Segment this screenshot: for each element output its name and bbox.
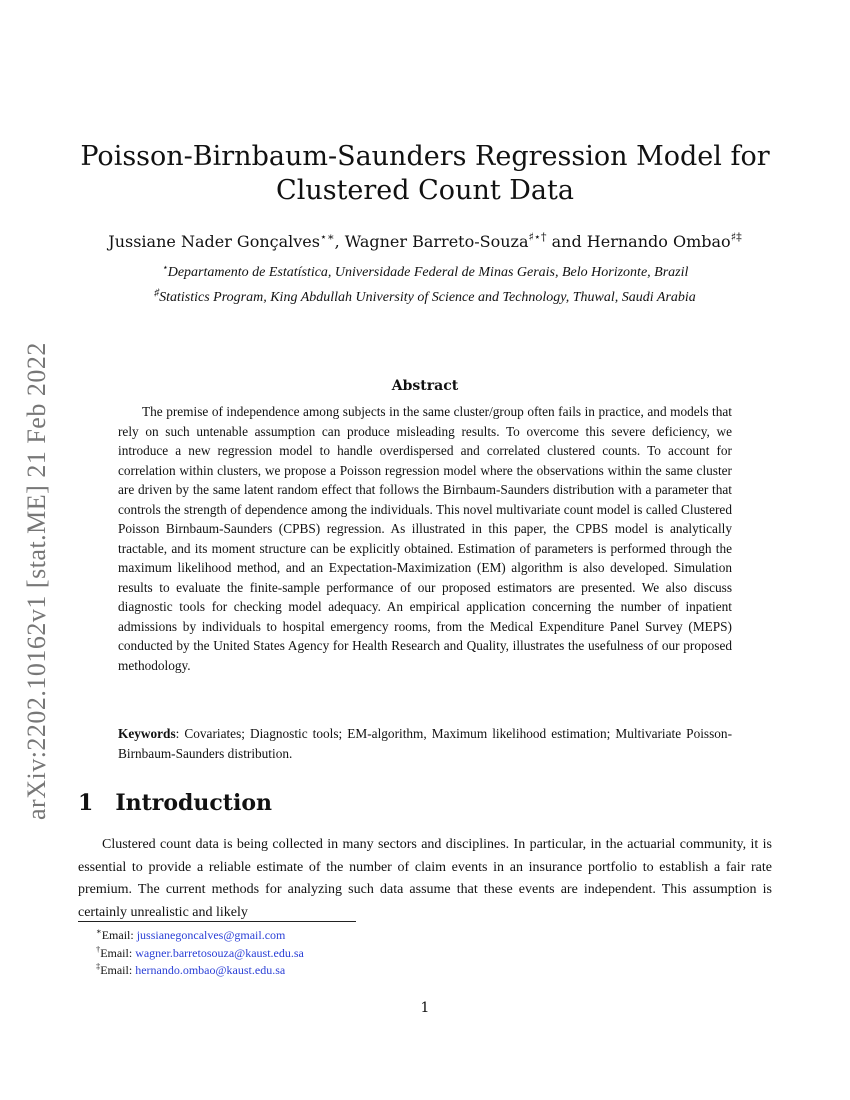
footnote-email-barreto-souza: †Email: wagner.barretosouza@kaust.edu.sa <box>96 944 304 960</box>
introduction-paragraph: Clustered count data is being collected in many sectors and disciplines. In particular, in the actuarial community, it is essential to provide a reliable estimate of the number of claim events in an insurance portfolio to establish a fair rate premium. The current methods for analyzing such data assume that these events are independent. This assumption is certainly unrealistic and likely <box>78 837 772 920</box>
page-number: 1 <box>420 1000 430 1016</box>
author-barreto-souza: Wagner Barreto-Souza♯⋆† <box>344 230 547 251</box>
section-heading-introduction <box>78 790 272 816</box>
footnote-email-ombao: ‡Email: hernando.ombao@kaust.edu.sa <box>96 962 286 977</box>
affiliations <box>70 260 780 310</box>
footnote-email-goncalves: ∗Email: jussianegoncalves@gmail.com <box>96 927 286 942</box>
abstract-text: The premise of independence among subjects in the same cluster/group often fails in practice, and models that rely on such untenable assumption can produce misleading results. To overcome this severe deficiency, we introduce a new regression model to handle overdispersed and correlated clustered counts. To account for correlation within clusters, we propose a Poisson regression model where the observations within the same cluster are driven by the same latent random effect that follows the Birnbaum-Saunders distribution with a parameter that controls the strength of dependence among the individuals. This novel multivariate count model is called Clustered Poisson Birnbaum-Saunders (CPBS) regression. As illustrated in this paper, the CPBS model is analytically tractable, and its moment structure can be explicitly obtained. Estimation of parameters is performed through the maximum likelihood method, and an Expectation-Maximization (EM) algorithm is also developed. Simulation results to evaluate the finite-sample performance of our proposed estimators are presented. We also discuss diagnostic tools for checking model adequacy. An empirical application concerning the number of inpatient admissions by individuals to hospital emergency rooms, from the Medical Expenditure Panel Survey (MEPS) conducted by the United States Agency for Health Research and Quality, illustrates the usefulness of our proposed methodology. <box>118 404 732 673</box>
author-list <box>80 232 770 251</box>
section-number: 1 <box>78 790 94 816</box>
footnotes <box>96 927 304 980</box>
author-separator: , <box>334 232 345 251</box>
abstract-heading: Abstract <box>391 378 459 394</box>
title-line-2: Clustered Count Data <box>276 175 574 206</box>
paper-title <box>80 140 770 208</box>
footnote-divider <box>78 921 356 922</box>
arxiv-identifier-stamp: arXiv:2202.10162v1 [stat.ME] 21 Feb 2022 <box>22 342 51 820</box>
keywords-label: Keywords <box>118 726 176 741</box>
keywords-text: : Covariates; Diagnostic tools; EM-algorithm, Maximum likelihood estimation; Multivariate Poisson-Birnbaum-Saunders distribution. <box>118 726 732 761</box>
email-link[interactable]: wagner.barretosouza@kaust.edu.sa <box>135 945 304 960</box>
section-title: Introduction <box>115 790 272 816</box>
affiliation-kaust: ♯Statistics Program, King Abdullah University of Science and Technology, Thuwal, Saudi Arabia <box>154 287 696 305</box>
author-goncalves: Jussiane Nader Gonçalves⋆∗ <box>108 230 335 251</box>
keywords <box>118 724 732 763</box>
author-separator: and <box>546 232 587 251</box>
author-ombao: Hernando Ombao♯‡ <box>586 230 742 251</box>
affiliation-ufmg: ⋆Departamento de Estatística, Universidade Federal de Minas Gerais, Belo Horizonte, Brazil <box>161 262 689 280</box>
email-link[interactable]: jussianegoncalves@gmail.com <box>136 928 286 942</box>
title-line-1: Poisson-Birnbaum-Saunders Regression Model for <box>80 141 770 172</box>
email-link[interactable]: hernando.ombao@kaust.edu.sa <box>135 963 286 977</box>
